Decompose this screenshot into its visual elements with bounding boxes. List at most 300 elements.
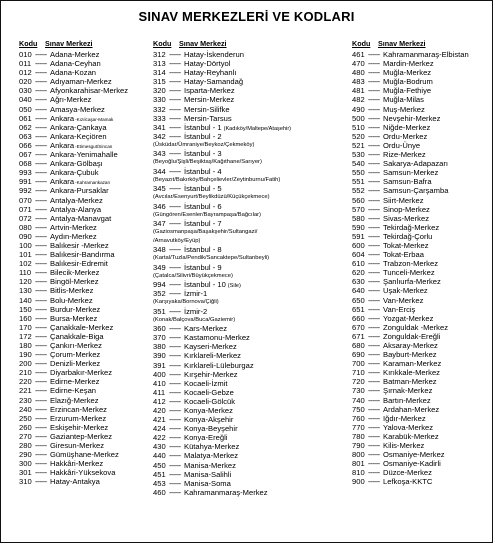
center-name: Adıyaman-Merkez [50, 77, 112, 87]
list-item [19, 386, 154, 395]
list-item [352, 277, 492, 286]
leader-dashes: ------ [35, 277, 47, 287]
list-item [352, 468, 492, 477]
list-item [352, 405, 492, 414]
leader-dashes: ------ [368, 122, 380, 132]
leader-dashes: ------ [169, 378, 181, 388]
list-item [19, 441, 154, 450]
leader-dashes: ------ [35, 441, 47, 451]
leader-dashes: ------ [169, 201, 181, 211]
leader-dashes: ------ [35, 386, 47, 396]
list-item [19, 86, 154, 95]
center-name: Bursa-Merkez [50, 313, 98, 323]
center-name: Ankara-Keçiören [50, 131, 107, 141]
leader-dashes: ------ [35, 122, 47, 132]
leader-dashes: ------ [368, 240, 380, 250]
center-name: Kocaeli-İzmit [184, 378, 228, 388]
center-code: 330 [153, 95, 166, 105]
center-code: 750 [352, 404, 365, 414]
list-item [352, 168, 492, 177]
center-name: Kayseri-Merkez [184, 342, 237, 352]
leader-dashes: ------ [169, 280, 181, 290]
center-name: Kocaeli-Gebze [184, 387, 234, 397]
center-code: 190 [19, 350, 32, 360]
center-name: Hatay-Antakya [50, 477, 100, 487]
leader-dashes: ------ [35, 68, 47, 78]
center-code: 315 [153, 77, 166, 87]
leader-dashes: ------ [368, 131, 380, 141]
center-code: 310 [19, 477, 32, 487]
center-code: 342 [153, 131, 166, 141]
district-list: (Avcılar/Esenyurt/Beylikdüzü/Küçükçekmece) [153, 194, 270, 201]
list-item [19, 77, 154, 86]
leader-dashes: ------ [368, 150, 380, 160]
center-name: Amasya-Merkez [50, 104, 105, 114]
center-name: Konya-Beyşehir [184, 424, 238, 434]
center-name: Adana-Kozan [50, 68, 97, 78]
list-item [153, 451, 353, 460]
center-code: 521 [352, 140, 365, 150]
center-name: Balıkesir -Merkez [50, 240, 109, 250]
leader-dashes: ------ [169, 342, 181, 352]
leader-dashes: ------ [169, 68, 181, 78]
list-item [352, 50, 492, 59]
leader-dashes: ------ [368, 468, 380, 478]
list-item [352, 141, 492, 150]
center-code: 801 [352, 459, 365, 469]
leader-dashes: ------ [368, 450, 380, 460]
district-list: /Arnavutköy/Eyüp) [153, 237, 201, 244]
center-code: 067 [19, 150, 32, 160]
center-name: Muğla-Bodrum [383, 77, 433, 87]
leader-dashes: ------ [368, 68, 380, 78]
center-code: 314 [153, 68, 166, 78]
leader-dashes: ------ [35, 231, 47, 241]
center-name: Tunceli-Merkez [383, 268, 435, 278]
center-code: 080 [19, 222, 32, 232]
center-code: 341 [153, 122, 166, 132]
list-item [352, 477, 492, 486]
center-code: 100 [19, 240, 32, 250]
center-code: 453 [153, 478, 166, 488]
center-name: Bolu-Merkez [50, 295, 93, 305]
center-code: 280 [19, 441, 32, 451]
header-center: Sınav Merkezi [179, 39, 227, 48]
center-code: 660 [352, 313, 365, 323]
list-item [19, 286, 154, 295]
center-name: İstanbul - 2 [184, 131, 222, 141]
center-code: 481 [352, 86, 365, 96]
leader-dashes: ------ [368, 259, 380, 269]
center-name: Ankara [50, 140, 75, 150]
center-code: 221 [19, 386, 32, 396]
center-name: Eskişehir-Merkez [50, 422, 109, 432]
list-item [153, 245, 353, 254]
center-name: Diyarbakır-Merkez [50, 368, 113, 378]
leader-dashes: ------ [169, 406, 181, 416]
list-item [352, 241, 492, 250]
center-name: Sakarya-Adapazarı [383, 159, 449, 169]
list-item [352, 105, 492, 114]
rows [153, 50, 353, 497]
list-item [19, 477, 154, 486]
list-item [153, 424, 353, 433]
center-district-note: (Sile) [227, 283, 241, 290]
leader-dashes: ------ [169, 324, 181, 334]
center-code: 370 [153, 333, 166, 343]
list-item [19, 177, 154, 186]
center-code: 630 [352, 277, 365, 287]
list-item [352, 123, 492, 132]
center-code: 680 [352, 341, 365, 350]
leader-dashes: ------ [368, 359, 380, 369]
center-name: Adana-Merkez [50, 50, 100, 59]
center-code: 352 [153, 289, 166, 299]
leader-dashes: ------ [368, 341, 380, 350]
center-code: 424 [153, 424, 166, 434]
list-item [352, 205, 492, 214]
district-list: (Güngören/Esenler/Bayrampaşa/Bağcılar) [153, 211, 261, 218]
list-item [153, 167, 353, 176]
leader-dashes: ------ [169, 369, 181, 379]
center-code: 420 [153, 406, 166, 416]
center-name: Trabzon-Merkez [383, 259, 438, 269]
list-item [352, 223, 492, 232]
list-item [19, 350, 154, 359]
list-item [153, 77, 353, 86]
leader-dashes: ------ [169, 424, 181, 434]
center-code: 063 [19, 131, 32, 141]
list-item [19, 314, 154, 323]
center-code: 010 [19, 50, 32, 59]
district-list: (Kartal/Tuzla/Pendik/Sancaktepe/Sultanbeyli) [153, 255, 270, 262]
leader-dashes: ------ [169, 396, 181, 406]
list-item [352, 214, 492, 223]
district-list: (Konak/Balçova/Buca/Gaziemir) [153, 316, 236, 323]
leader-dashes: ------ [35, 377, 47, 387]
center-code: 320 [153, 86, 166, 96]
center-code: 351 [153, 306, 166, 316]
leader-dashes: ------ [169, 306, 181, 316]
leader-dashes: ------ [368, 95, 380, 105]
page-title: SINAV MERKEZLERİ VE KODLARI [138, 9, 355, 24]
leader-dashes: ------ [368, 250, 380, 260]
list-item [19, 305, 154, 314]
list-item [19, 459, 154, 468]
center-code: 670 [352, 322, 365, 332]
list-item [19, 159, 154, 168]
center-code: 700 [352, 359, 365, 369]
center-code: 030 [19, 86, 32, 96]
center-code: 810 [352, 468, 365, 478]
center-name: Lefkoşa-KKTC [383, 477, 433, 487]
center-name: Karaman-Merkez [383, 359, 442, 369]
leader-dashes: ------ [368, 304, 380, 314]
center-name: Uşak-Merkez [383, 286, 428, 296]
header-center: Sınav Merkezi [378, 39, 426, 48]
center-code: 102 [19, 259, 32, 269]
leader-dashes: ------ [368, 77, 380, 87]
center-name: Kütahya-Merkez [184, 442, 240, 452]
leader-dashes: ------ [35, 168, 47, 178]
leader-dashes: ------ [35, 59, 47, 69]
center-name: Sivas-Merkez [383, 213, 429, 223]
rows [352, 50, 492, 487]
center-code: 011 [19, 59, 32, 69]
center-code: 551 [352, 177, 365, 187]
leader-dashes: ------ [368, 50, 380, 59]
list-item [19, 132, 154, 141]
leader-dashes: ------ [35, 368, 47, 378]
center-name: Balıkesir-Edremit [50, 259, 108, 269]
leader-dashes: ------ [169, 122, 181, 132]
center-code: 260 [19, 422, 32, 432]
center-name: Hatay-Dörtyol [184, 59, 231, 69]
list-item [153, 280, 353, 289]
center-code: 530 [352, 150, 365, 160]
list-item [153, 68, 353, 77]
center-name: İzmir-1 [184, 289, 208, 299]
center-name: Tekirdağ-Çorlu [383, 231, 433, 241]
list-item [153, 263, 353, 272]
center-name: Rize-Merkez [383, 150, 426, 160]
list-item [19, 59, 154, 68]
leader-dashes: ------ [169, 50, 181, 59]
leader-dashes: ------ [368, 331, 380, 341]
center-name: Afyonkarahisar-Merkez [50, 86, 129, 96]
center-name: Edirne-Merkez [50, 377, 100, 387]
header-center: Sınav Merkezi [45, 39, 93, 48]
leader-dashes: ------ [35, 177, 47, 187]
center-code: 451 [153, 469, 166, 479]
leader-dashes: ------ [368, 231, 380, 241]
center-code: 780 [352, 431, 365, 441]
leader-dashes: ------ [35, 159, 47, 169]
leader-dashes: ------ [35, 140, 47, 150]
center-name: Kars-Merkez [184, 324, 228, 334]
leader-dashes: ------ [368, 477, 380, 487]
center-name: Kırşehir-Merkez [184, 369, 238, 379]
center-code: 720 [352, 377, 365, 387]
center-name: Kahramanmaraş-Elbistan [383, 50, 469, 59]
center-name: Kilis-Merkez [383, 441, 425, 451]
center-name: Denizli-Merkez [50, 359, 101, 369]
leader-dashes: ------ [35, 286, 47, 296]
leader-dashes: ------ [368, 140, 380, 150]
list-item [352, 250, 492, 259]
center-code: 040 [19, 95, 32, 105]
center-name: Düzce-Merkez [383, 468, 432, 478]
list-item [352, 332, 492, 341]
list-item [352, 177, 492, 186]
column-header [19, 38, 154, 49]
list-item [153, 461, 353, 470]
center-name: Konya-Akşehir [184, 415, 234, 425]
center-code: 301 [19, 468, 32, 478]
center-name: İstanbul - 3 [184, 149, 222, 159]
center-name: Kahramanmaraş-Merkez [184, 487, 268, 497]
leader-dashes: ------ [35, 350, 47, 360]
center-name: Yalova-Merkez [383, 422, 434, 432]
center-code: 560 [352, 195, 365, 205]
center-code: 240 [19, 404, 32, 414]
rows [19, 50, 154, 487]
list-item [19, 223, 154, 232]
list-item [352, 305, 492, 314]
leader-dashes: ------ [169, 149, 181, 159]
list-item [19, 168, 154, 177]
center-code: 360 [153, 324, 166, 334]
center-code: 412 [153, 396, 166, 406]
list-item [153, 470, 353, 479]
center-name: Bitlis-Merkez [50, 286, 94, 296]
column-1 [19, 38, 154, 487]
list-item [153, 202, 353, 211]
center-name: Manisa-Merkez [184, 460, 236, 470]
center-name: Çankırı-Merkez [50, 341, 102, 350]
list-item [19, 359, 154, 368]
leader-dashes: ------ [368, 168, 380, 178]
center-name: Aydın-Merkez [50, 231, 97, 241]
center-code: 900 [352, 477, 365, 487]
list-item [19, 95, 154, 104]
list-item [19, 196, 154, 205]
center-code: 790 [352, 441, 365, 451]
list-item [352, 314, 492, 323]
leader-dashes: ------ [35, 268, 47, 278]
center-name: Siirt-Merkez [383, 195, 424, 205]
center-name: Hakkâri-Yüksekova [50, 468, 116, 478]
leader-dashes: ------ [35, 341, 47, 350]
center-name: Kocaeli-Gölcük [184, 396, 236, 406]
center-name: Hakkâri-Merkez [50, 459, 104, 469]
list-item [153, 442, 353, 451]
leader-dashes: ------ [169, 262, 181, 272]
center-name: Bilecik-Merkez [50, 268, 100, 278]
leader-dashes: ------ [169, 245, 181, 255]
leader-dashes: ------ [169, 113, 181, 123]
center-name: Tekirdağ-Merkez [383, 222, 440, 232]
list-item [352, 368, 492, 377]
center-code: 461 [352, 50, 365, 59]
list-item [19, 150, 154, 159]
list-item [352, 377, 492, 386]
list-item [19, 50, 154, 59]
leader-dashes: ------ [35, 195, 47, 205]
center-name: İstanbul - 8 [184, 245, 222, 255]
center-code: 348 [153, 245, 166, 255]
center-code: 090 [19, 231, 32, 241]
center-name: Şırnak-Merkez [383, 386, 433, 396]
leader-dashes: ------ [368, 368, 380, 378]
center-code: 510 [352, 122, 365, 132]
center-name: Ankara-Çankaya [50, 122, 107, 132]
center-code: 430 [153, 442, 166, 452]
list-item [352, 414, 492, 423]
list-item [352, 423, 492, 432]
center-name: Bingöl-Merkez [50, 277, 99, 287]
leader-dashes: ------ [368, 441, 380, 451]
list-item [153, 488, 353, 497]
column-3 [352, 38, 492, 487]
list-item [19, 405, 154, 414]
leader-dashes: ------ [35, 240, 47, 250]
center-name: İstanbul - 5 [184, 184, 222, 194]
center-code: 332 [153, 104, 166, 114]
center-code: 020 [19, 77, 32, 87]
leader-dashes: ------ [35, 77, 47, 87]
leader-dashes: ------ [368, 222, 380, 232]
list-item [19, 259, 154, 268]
leader-dashes: ------ [35, 213, 47, 223]
center-name: Edirne-Keşan [50, 386, 97, 396]
center-name: Samsun-Çarşamba [383, 186, 449, 196]
leader-dashes: ------ [368, 377, 380, 387]
list-item [19, 341, 154, 350]
center-name: Balıkesir-Bandırma [50, 250, 115, 260]
center-code: 770 [352, 422, 365, 432]
center-code: 590 [352, 222, 365, 232]
leader-dashes: ------ [169, 460, 181, 470]
list-item [352, 296, 492, 305]
center-code: 345 [153, 184, 166, 194]
center-code: 421 [153, 415, 166, 425]
list-item [352, 114, 492, 123]
center-code: 012 [19, 68, 32, 78]
center-name: Bartın-Merkez [383, 395, 431, 405]
leader-dashes: ------ [35, 250, 47, 260]
center-code: 540 [352, 159, 365, 169]
center-name: Samsun-Bafra [383, 177, 432, 187]
center-name: Antalya-Alanya [50, 204, 102, 214]
center-code: 068 [19, 159, 32, 169]
leader-dashes: ------ [169, 360, 181, 370]
district-list: (Beyazıt/Bakırköy/Bahçelievler/Zeytinburnu/Fatih) [153, 176, 281, 183]
list-item [153, 59, 353, 68]
leader-dashes: ------ [169, 469, 181, 479]
center-name: Hatay-Samandağ [184, 77, 244, 87]
center-name: Ankara-Çubuk [50, 168, 99, 178]
center-code: 800 [352, 450, 365, 460]
list-item [352, 359, 492, 368]
center-code: 343 [153, 149, 166, 159]
leader-dashes: ------ [169, 131, 181, 141]
list-item [19, 432, 154, 441]
leader-dashes: ------ [35, 322, 47, 332]
center-name: Ankara [50, 113, 75, 123]
list-item [352, 259, 492, 268]
list-item [352, 432, 492, 441]
center-code: 180 [19, 341, 32, 350]
leader-dashes: ------ [35, 331, 47, 341]
center-name: Manisa-Salihli [184, 469, 232, 479]
center-code: 482 [352, 95, 365, 105]
center-name: Elazığ-Merkez [50, 395, 99, 405]
center-code: 460 [153, 487, 166, 497]
center-code: 300 [19, 459, 32, 469]
center-name: Bayburt-Merkez [383, 350, 437, 360]
list-item [153, 219, 353, 228]
leader-dashes: ------ [35, 186, 47, 196]
leader-dashes: ------ [368, 386, 380, 396]
center-code: 070 [19, 195, 32, 205]
center-name: Antalya-Merkez [50, 195, 103, 205]
list-item [352, 86, 492, 95]
leader-dashes: ------ [368, 59, 380, 69]
center-name: Tokat-Erbaa [383, 250, 424, 260]
leader-dashes: ------ [169, 351, 181, 361]
center-code: 380 [153, 342, 166, 352]
